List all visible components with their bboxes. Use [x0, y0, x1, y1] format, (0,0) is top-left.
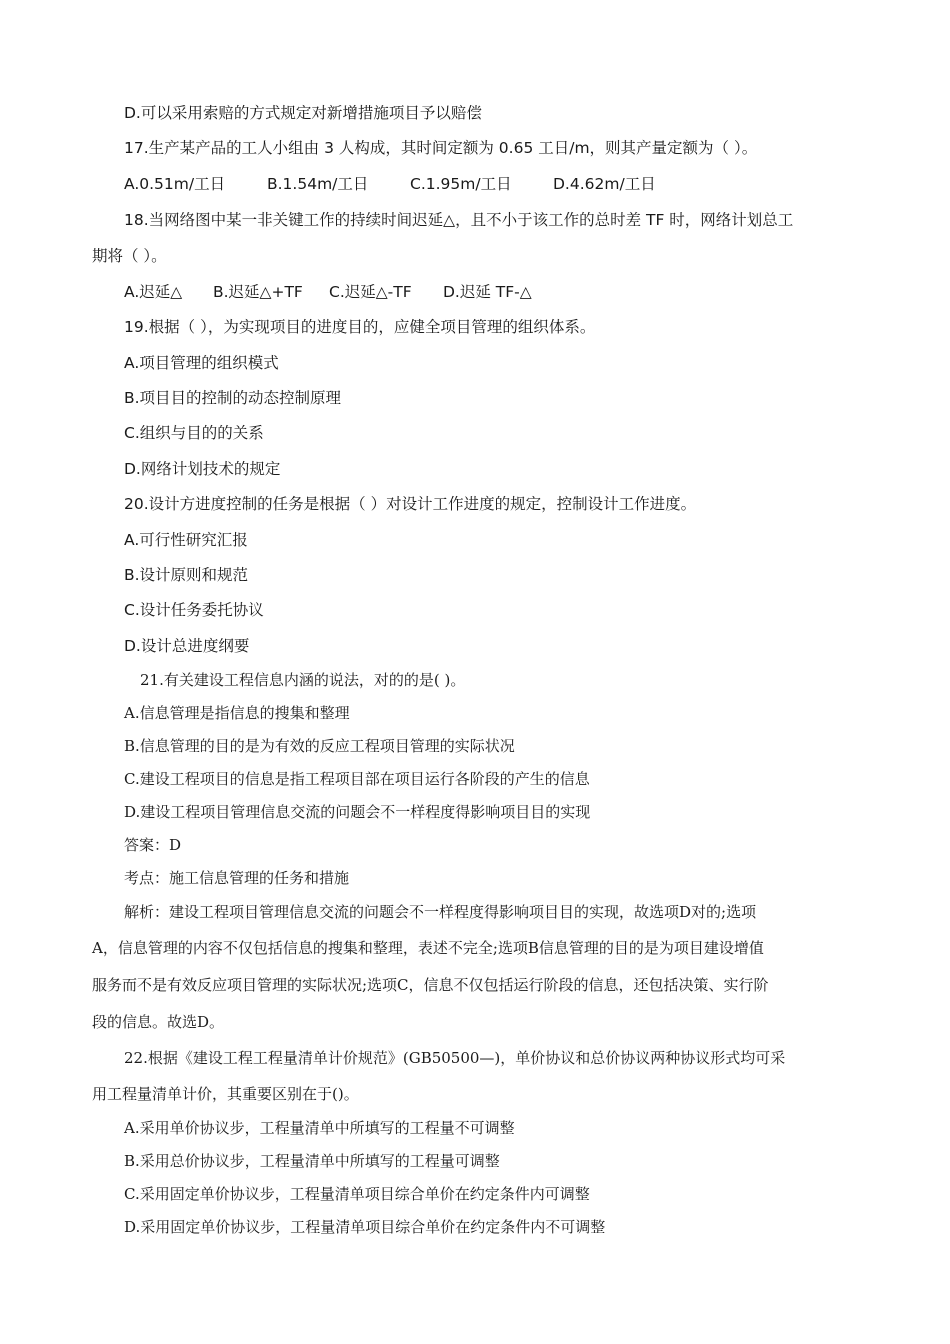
q21-answer: 答案：D — [124, 836, 182, 854]
q19-option-b: B.项目目的控制的动态控制原理 — [124, 389, 342, 407]
q21-analysis-line3: 服务而不是有效反应项目管理的实际状况;选项C，信息不仅包括运行阶段的信息，还包括决策、实行阶 — [92, 976, 769, 994]
q18-option-a: A.迟延△ — [124, 283, 183, 301]
q18-stem-line2: 期将（ ）。 — [92, 247, 167, 265]
q18-options — [124, 280, 532, 302]
q21-option-a: A.信息管理是指信息的搜集和整理 — [124, 704, 350, 722]
q22-stem-line1: 22.根据《建设工程工程量清单计价规范》(GB50500—)，单价协议和总价协议两种协议形式均可采 — [124, 1049, 786, 1067]
q19-option-c: C.组织与目的的关系 — [124, 424, 264, 442]
q22-option-a: A.采用单价协议步，工程量清单中所填写的工程量不可调整 — [124, 1119, 515, 1137]
q20-option-d: D.设计总进度纲要 — [124, 637, 250, 655]
q20-option-b: B.设计原则和规范 — [124, 566, 249, 584]
q17-option-b: B.1.54m/工日 — [267, 175, 369, 193]
q21-option-d: D.建设工程项目管理信息交流的问题会不一样程度得影响项目目的实现 — [124, 803, 591, 821]
q18-option-c: C.迟延△-TF — [329, 283, 412, 301]
q17-options — [124, 172, 656, 194]
q19-stem: 19.根据（ ），为实现项目的进度目的，应健全项目管理的组织体系。 — [124, 318, 596, 336]
q21-option-c: C.建设工程项目的信息是指工程项目部在项目运行各阶段的产生的信息 — [124, 770, 590, 788]
q22-stem-line2: 用工程量清单计价，其重要区别在于()。 — [92, 1085, 359, 1103]
q17-option-a: A.0.51m/工日 — [124, 175, 226, 193]
q18-stem-line1: 18.当网络图中某一非关键工作的持续时间迟延△，且不小于该工作的总时差 TF 时，网络计划总工 — [124, 211, 794, 229]
q21-analysis-line1: 解析：建设工程项目管理信息交流的问题会不一样程度得影响项目目的实现，故选项D对的;选项 — [124, 903, 757, 921]
q21-analysis-line2: A，信息管理的内容不仅包括信息的搜集和整理，表述不完全;选项B信息管理的目的是为项目建设增值 — [92, 939, 764, 957]
q16-option-d: D.可以采用索赔的方式规定对新增措施项目予以赔偿 — [124, 104, 482, 122]
q22-option-b: B.采用总价协议步，工程量清单中所填写的工程量可调整 — [124, 1152, 500, 1170]
q22-option-d: D.采用固定单价协议步，工程量清单项目综合单价在约定条件内不可调整 — [124, 1218, 606, 1236]
q21-topic: 考点：施工信息管理的任务和措施 — [124, 869, 350, 887]
q19-option-a: A.项目管理的组织模式 — [124, 354, 279, 372]
q21-option-b: B.信息管理的目的是为有效的反应工程项目管理的实际状况 — [124, 737, 515, 755]
q20-stem: 20.设计方进度控制的任务是根据（ ）对设计工作进度的规定，控制设计工作进度。 — [124, 495, 697, 513]
q19-option-d: D.网络计划技术的规定 — [124, 460, 281, 478]
q17-stem: 17.生产某产品的工人小组由 3 人构成，其时间定额为 0.65 工日/m，则其产量定额为（ ）。 — [124, 139, 758, 157]
q21-stem: 21.有关建设工程信息内涵的说法，对的的是( )。 — [140, 671, 466, 689]
q17-option-c: C.1.95m/工日 — [410, 175, 512, 193]
q18-option-b: B.迟延△+TF — [213, 283, 303, 301]
q17-option-d: D.4.62m/工日 — [553, 175, 656, 193]
q21-analysis-line4: 段的信息。故选D。 — [92, 1013, 225, 1031]
q20-option-a: A.可行性研究汇报 — [124, 531, 248, 549]
q22-option-c: C.采用固定单价协议步，工程量清单项目综合单价在约定条件内可调整 — [124, 1185, 590, 1203]
q20-option-c: C.设计任务委托协议 — [124, 601, 264, 619]
q18-option-d: D.迟延 TF-△ — [443, 283, 532, 301]
